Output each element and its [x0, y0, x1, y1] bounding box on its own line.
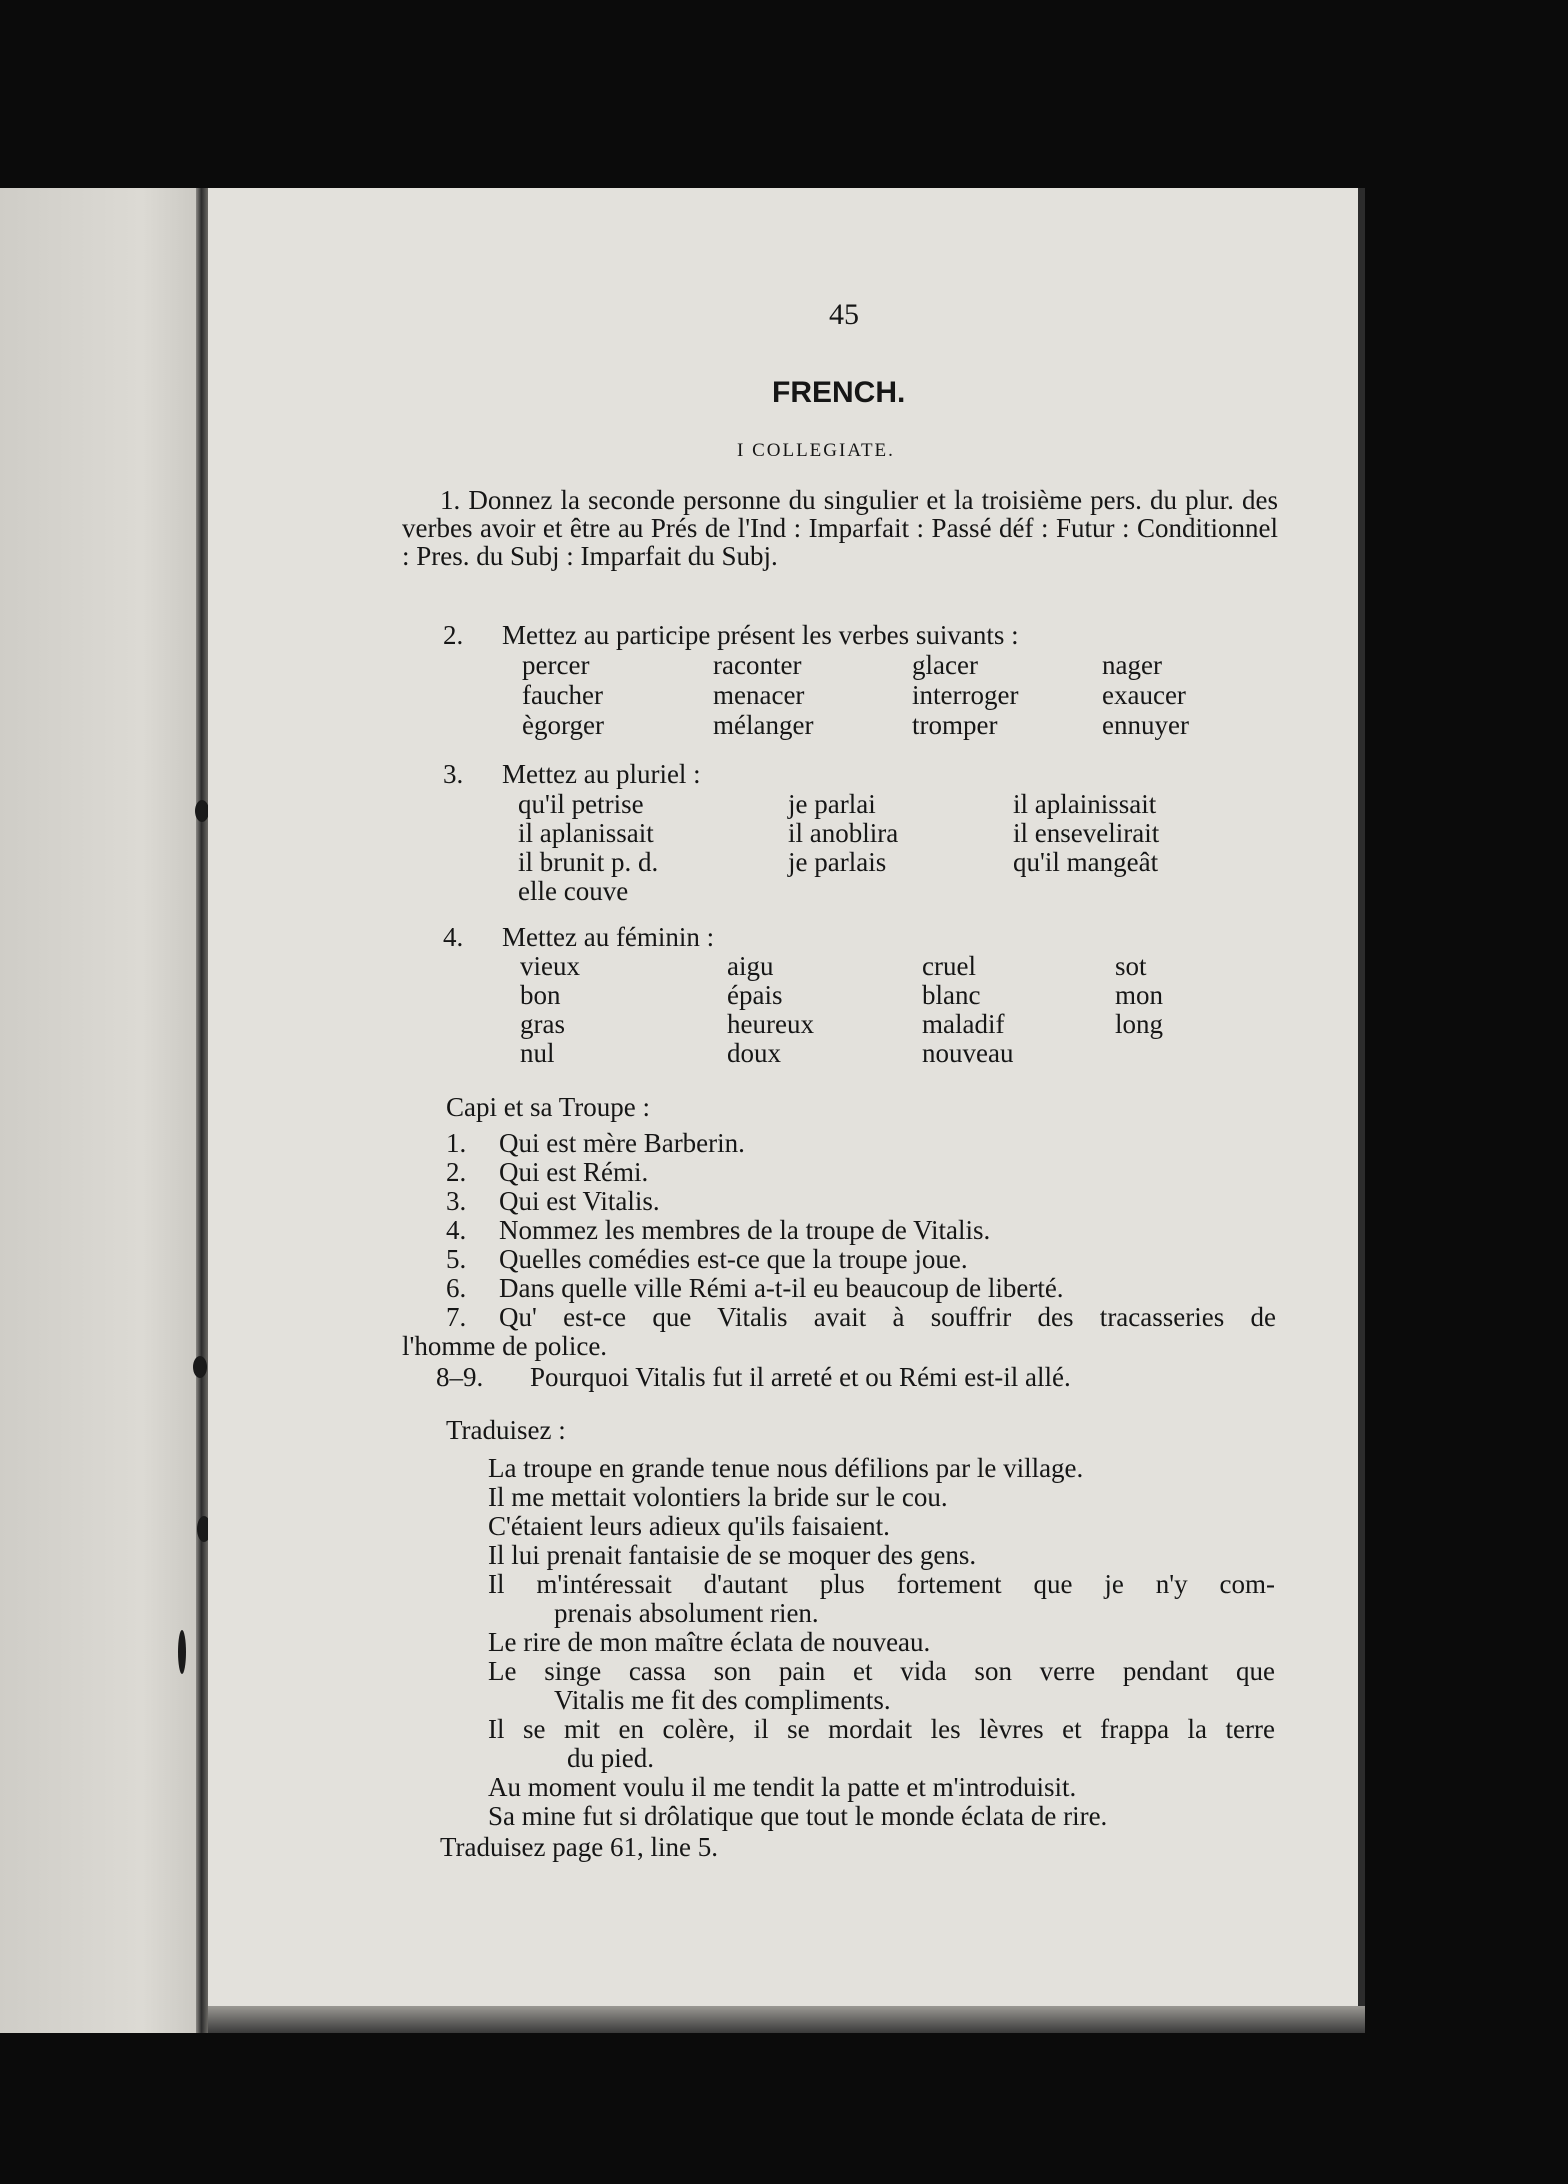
table-cell: menacer	[713, 680, 805, 710]
justified-line: Il se mit en colère, il se mordait les lèvres et frappa la terre	[488, 1714, 1275, 1744]
question-1: 1. Donnez la seconde personne du singulier et la troisième pers. du plur. des verbes avoir et être au Prés de l'Ind : Imparfait : Passé déf : Futur : Conditionnel : Pres. du Subj : Imparfait du Subj.	[402, 485, 1278, 571]
table-cell: ennuyer	[1102, 710, 1189, 740]
table-cell: cruel	[922, 951, 976, 981]
justified-line: Qu' est-ce que Vitalis avait à souffrir des tracasseries de	[499, 1302, 1276, 1332]
table-cell: tromper	[912, 710, 998, 740]
translation-line: La troupe en grande tenue nous défilions par le village.	[488, 1453, 1084, 1483]
table-cell: gras	[520, 1009, 565, 1039]
question-text: Qui est Vitalis.	[499, 1186, 660, 1216]
translation-line: C'étaient leurs adieux qu'ils faisaient.	[488, 1511, 890, 1541]
table-cell: ègorger	[522, 710, 604, 740]
table-cell: aigu	[727, 951, 774, 981]
translation-continuation: du pied.	[567, 1743, 654, 1773]
page-number: 45	[829, 298, 859, 331]
question-number: 8–9.	[436, 1362, 484, 1392]
table-cell: heureux	[727, 1009, 814, 1039]
justified-line: Il m'intéressait d'autant plus fortement que je n'y com-	[488, 1569, 1275, 1599]
question-4-heading: Mettez au féminin :	[502, 922, 715, 952]
table-cell: nager	[1102, 650, 1162, 680]
question-number: 2.	[446, 1157, 467, 1187]
table-cell: il anoblira	[788, 818, 899, 848]
table-cell: je parlais	[788, 847, 887, 877]
question-2-number: 2.	[443, 620, 464, 650]
table-cell: doux	[727, 1038, 781, 1068]
question-4-number: 4.	[443, 922, 464, 952]
translation-line: Au moment voulu il me tendit la patte et m'introduisit.	[488, 1772, 1077, 1802]
question-text: Pourquoi Vitalis fut il arreté et ou Rémi est-il allé.	[530, 1362, 1071, 1392]
translation-continuation: Vitalis me fit des compliments.	[554, 1685, 891, 1715]
table-cell: épais	[727, 980, 783, 1010]
translation-line	[488, 1569, 1275, 1599]
translation-line: Il me mettait volontiers la bride sur le cou.	[488, 1482, 948, 1512]
question-number: 7.	[446, 1302, 467, 1332]
page-subtitle: I COLLEGIATE.	[737, 440, 895, 461]
table-cell: il brunit p. d.	[518, 847, 659, 877]
table-cell: je parlai	[788, 789, 876, 819]
question-number: 5.	[446, 1244, 467, 1274]
table-cell: mon	[1115, 980, 1164, 1010]
table-cell: vieux	[520, 951, 580, 981]
question-3-heading: Mettez au pluriel :	[502, 759, 701, 789]
translation-line	[488, 1714, 1275, 1744]
question-number: 4.	[446, 1215, 467, 1245]
page-title: FRENCH.	[772, 376, 906, 409]
question-3-number: 3.	[443, 759, 464, 789]
table-cell: il aplainissait	[1013, 789, 1157, 819]
table-cell: qu'il mangeât	[1013, 847, 1159, 877]
table-cell: blanc	[922, 980, 981, 1010]
question-text: Nommez les membres de la troupe de Vitalis.	[499, 1215, 991, 1245]
table-cell: bon	[520, 980, 561, 1010]
table-cell: qu'il petrise	[518, 789, 644, 819]
table-cell: faucher	[522, 680, 603, 710]
table-cell: mélanger	[713, 710, 814, 740]
question-text: Dans quelle ville Rémi a-t-il eu beaucoup de liberté.	[499, 1273, 1064, 1303]
table-cell: raconter	[713, 650, 802, 680]
translation-line: Le rire de mon maître éclata de nouveau.	[488, 1627, 931, 1657]
table-cell: maladif	[922, 1009, 1005, 1039]
translation-line: Sa mine fut si drôlatique que tout le monde éclata de rire.	[488, 1801, 1108, 1831]
translation-continuation: prenais absolument rien.	[554, 1598, 819, 1628]
question-number: 1.	[446, 1128, 467, 1158]
question-2-heading: Mettez au participe présent les verbes suivants :	[502, 620, 1019, 650]
table-cell: interroger	[912, 680, 1019, 710]
question-number: 6.	[446, 1273, 467, 1303]
capi-heading: Capi et sa Troupe :	[446, 1092, 651, 1122]
table-cell: elle couve	[518, 876, 629, 906]
table-cell: sot	[1115, 951, 1147, 981]
justified-line: Le singe cassa son pain et vida son verre pendant que	[488, 1656, 1275, 1686]
question-7-continuation: l'homme de police.	[402, 1331, 608, 1361]
traduisez-heading: Traduisez :	[446, 1415, 566, 1445]
translation-line: Il lui prenait fantaisie de se moquer des gens.	[488, 1540, 977, 1570]
question-text: Quelles comédies est-ce que la troupe joue.	[499, 1244, 968, 1274]
table-cell: nouveau	[922, 1038, 1014, 1068]
table-cell: nul	[520, 1038, 555, 1068]
question-number: 3.	[446, 1186, 467, 1216]
question-text: Qui est mère Barberin.	[499, 1128, 745, 1158]
question-text	[499, 1302, 1276, 1332]
question-text: Qui est Rémi.	[499, 1157, 649, 1187]
translation-line	[488, 1656, 1275, 1686]
table-cell: long	[1115, 1009, 1164, 1039]
table-cell: il aplanissait	[518, 818, 654, 848]
table-cell: il ensevelirait	[1013, 818, 1160, 848]
table-cell: glacer	[912, 650, 978, 680]
table-cell: exaucer	[1102, 680, 1186, 710]
table-cell: percer	[522, 650, 590, 680]
final-instruction: Traduisez page 61, line 5.	[440, 1832, 718, 1862]
